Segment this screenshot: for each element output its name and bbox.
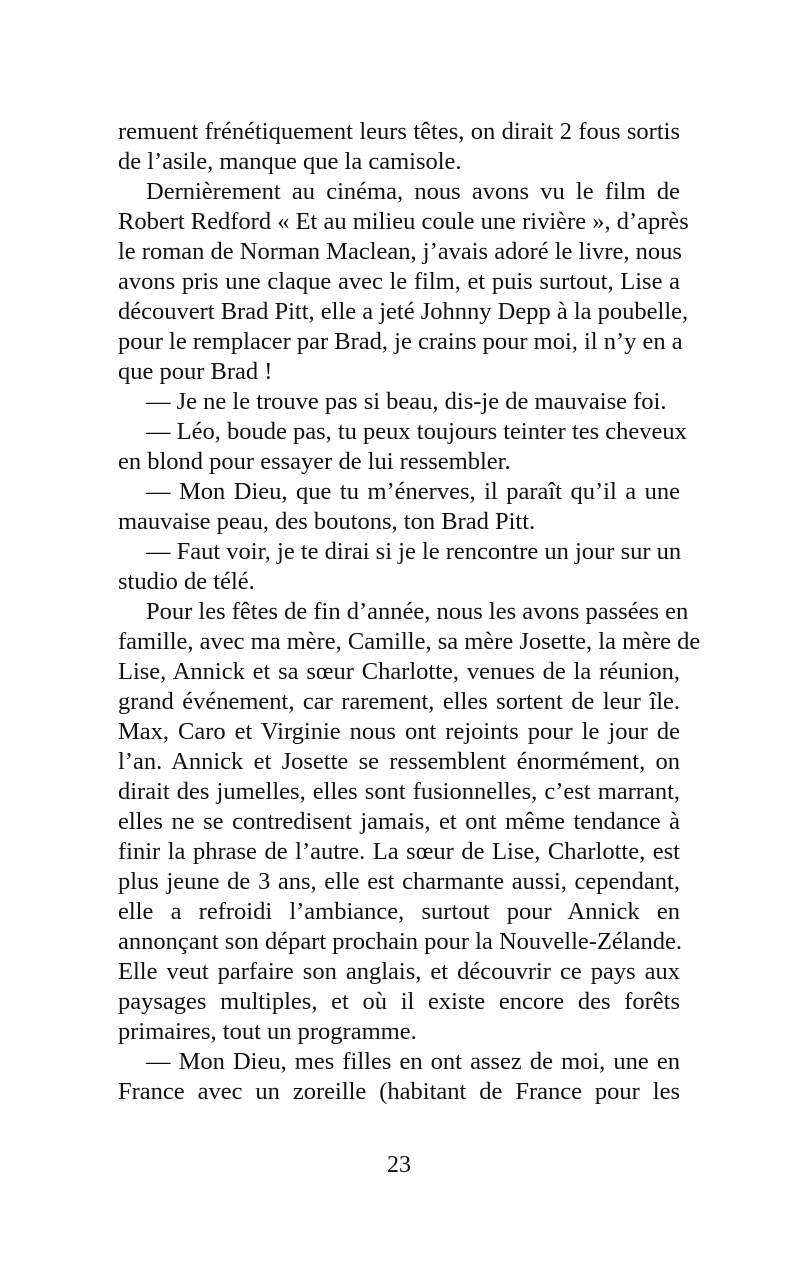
text-line: Robert Redford « Et au milieu coule une rivière », d’après (118, 208, 689, 235)
text-line: que pour Brad ! (118, 358, 273, 385)
text-line: découvert Brad Pitt, elle a jeté Johnny Depp à la poubelle, (118, 298, 689, 325)
text-line: le roman de Norman Maclean, j’avais adoré le livre, nous (118, 238, 682, 265)
text-line: primaires, tout un programme. (118, 1018, 417, 1045)
text-line: — Mon Dieu, que tu m’énerves, il paraît qu’il a une (146, 478, 680, 505)
text-line: — Léo, boude pas, tu peux toujours teinter tes cheveux (146, 418, 687, 445)
text-line: Max, Caro et Virginie nous ont rejoints pour le jour de (118, 718, 680, 745)
text-line: pour le remplacer par Brad, je crains pour moi, il n’y en a (118, 328, 683, 355)
text-line: Lise, Annick et sa sœur Charlotte, venues de la réunion, (118, 658, 680, 685)
text-line: mauvaise peau, des boutons, ton Brad Pitt. (118, 508, 536, 535)
text-line: grand événement, car rarement, elles sortent de leur île. (118, 688, 680, 715)
text-line: avons pris une claque avec le film, et puis surtout, Lise a (118, 268, 680, 295)
text-line: annonçant son départ prochain pour la Nouvelle-Zélande. (118, 928, 682, 955)
text-line: elle a refroidi l’ambiance, surtout pour Annick en (118, 898, 680, 925)
text-line: — Faut voir, je te dirai si je le rencontre un jour sur un (146, 538, 682, 565)
text-line: en blond pour essayer de lui ressembler. (118, 448, 511, 475)
text-line: l’an. Annick et Josette se ressemblent énormément, on (118, 748, 680, 775)
text-line: elles ne se contredisent jamais, et ont même tendance à (118, 808, 680, 835)
text-line: — Mon Dieu, mes filles en ont assez de moi, une en (146, 1048, 680, 1075)
text-line: — Je ne le trouve pas si beau, dis-je de mauvaise foi. (146, 388, 667, 415)
text-line: de l’asile, manque que la camisole. (118, 148, 462, 175)
text-line: finir la phrase de l’autre. La sœur de Lise, Charlotte, est (118, 838, 680, 865)
text-line: France avec un zoreille (habitant de France pour les (118, 1078, 680, 1105)
text-line: Pour les fêtes de fin d’année, nous les avons passées en (146, 598, 689, 625)
text-line: remuent frénétiquement leurs têtes, on dirait 2 fous sortis (118, 118, 680, 145)
text-line: dirait des jumelles, elles sont fusionnelles, c’est marrant, (118, 778, 680, 805)
text-line: Dernièrement au cinéma, nous avons vu le film de (146, 178, 680, 205)
text-line: plus jeune de 3 ans, elle est charmante aussi, cependant, (118, 868, 680, 895)
text-line: studio de télé. (118, 568, 255, 595)
text-line: Elle veut parfaire son anglais, et découvrir ce pays aux (118, 958, 680, 985)
text-line: famille, avec ma mère, Camille, sa mère Josette, la mère de (118, 628, 701, 655)
text-line: paysages multiples, et où il existe encore des forêts (118, 988, 680, 1015)
page-number: 23 (387, 1152, 411, 1178)
